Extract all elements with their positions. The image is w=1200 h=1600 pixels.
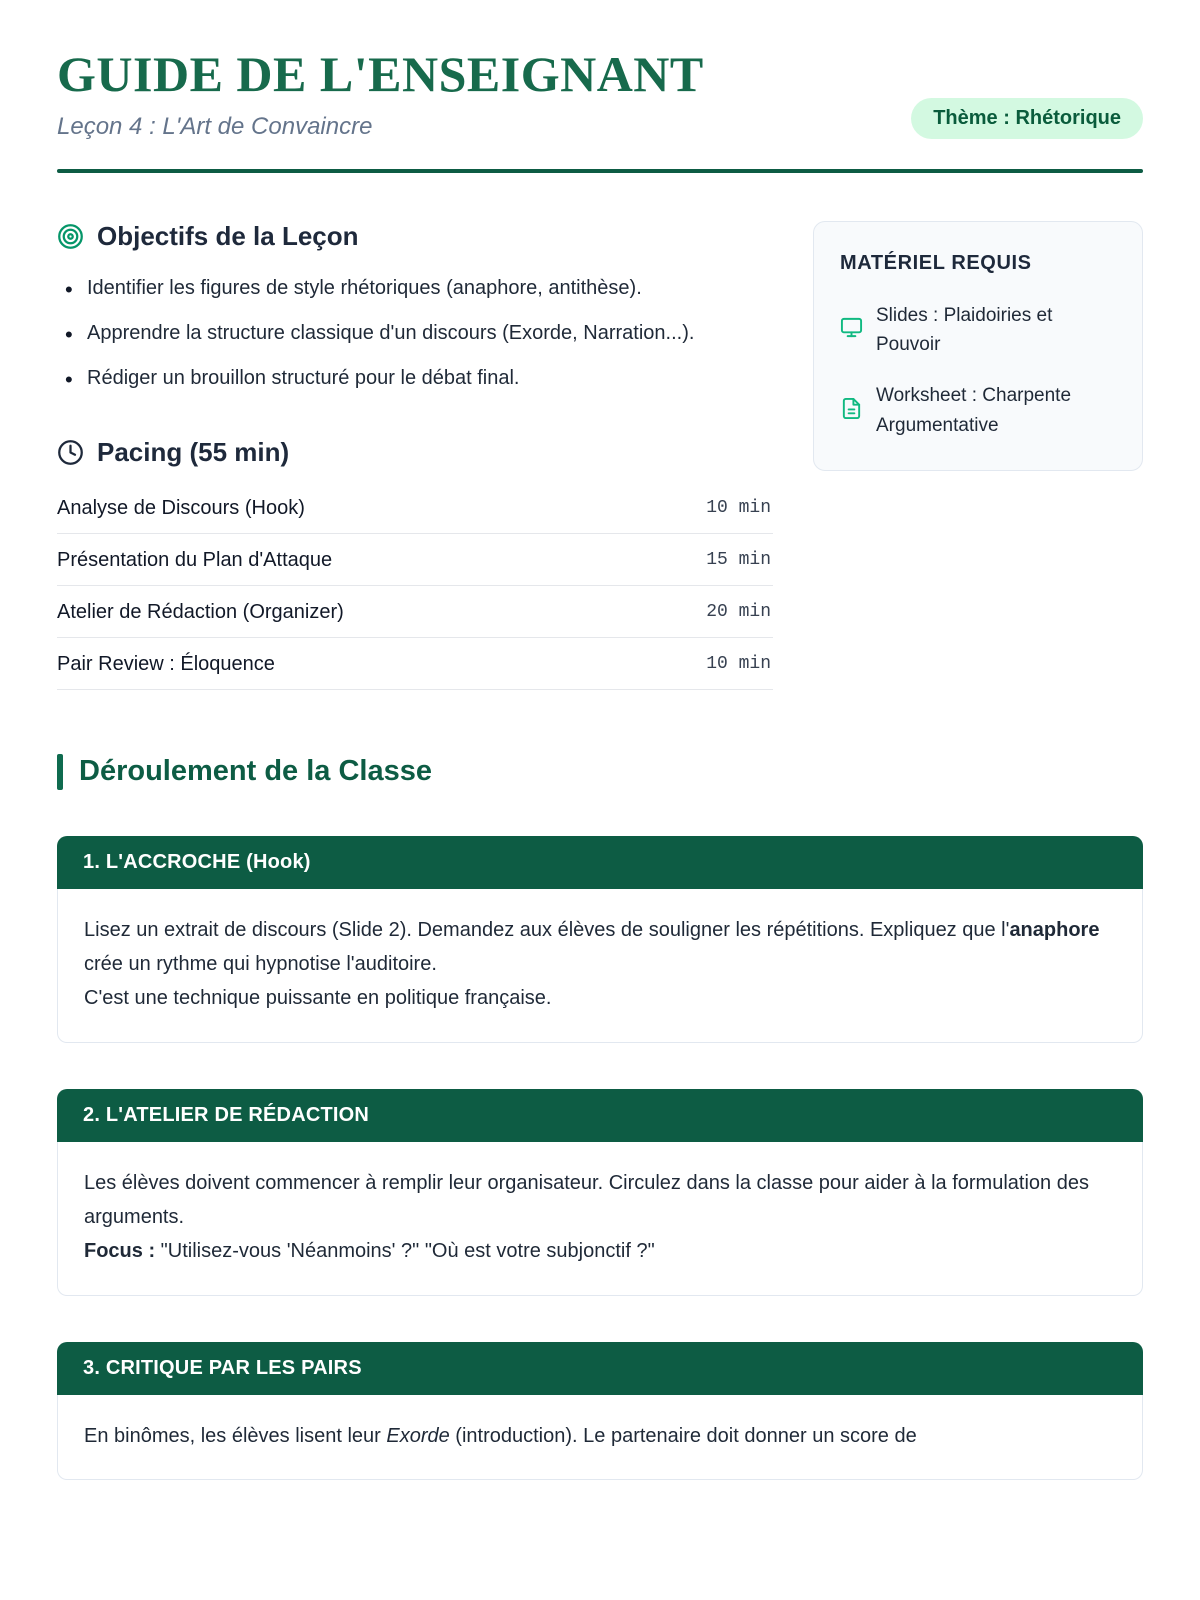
pacing-table	[57, 482, 773, 690]
activity-card-2	[57, 1089, 1143, 1296]
activity-card-1	[57, 836, 1143, 1043]
page-header	[57, 48, 1143, 141]
header-divider	[57, 169, 1143, 173]
activity-card-body	[57, 1142, 1143, 1296]
card-paragraph	[84, 1419, 1116, 1453]
title-block	[57, 48, 704, 141]
bold-text-run: Focus :	[84, 1240, 156, 1263]
card-paragraph: Les élèves doivent commencer à remplir leur organisateur. Circulez dans la classe pour aider à la formulation des arguments.	[84, 1171, 1089, 1229]
clock-icon	[57, 439, 84, 466]
pacing-section	[57, 437, 773, 690]
left-column	[57, 221, 773, 690]
text-run: (introduction). Le partenaire doit donner un score de	[449, 1424, 917, 1447]
activity-card-title: 3. CRITIQUE PAR LES PAIRS	[57, 1342, 1143, 1395]
text-run: crée un rythme qui hypnotise l'auditoire.	[84, 952, 437, 975]
file-icon	[840, 397, 863, 425]
target-icon	[57, 223, 84, 250]
materials-card	[813, 221, 1143, 472]
material-item	[840, 301, 1116, 360]
text-run: Lisez un extrait de discours (Slide 2). Demandez aux élèves de souligner les répétitions. Expliquez que l'	[84, 918, 1010, 941]
pacing-row	[57, 482, 773, 534]
page-title: GUIDE DE L'ENSEIGNANT	[57, 46, 704, 102]
pacing-duration: 10 min	[706, 498, 771, 518]
text-run: En binômes, les élèves lisent leur	[84, 1424, 387, 1447]
pacing-row	[57, 638, 773, 690]
flow-heading	[57, 754, 1143, 790]
pacing-activity-label: Atelier de Rédaction (Organizer)	[57, 600, 344, 623]
objectives-heading	[57, 221, 773, 252]
pacing-row	[57, 534, 773, 586]
activity-card-body	[57, 1395, 1143, 1480]
pacing-activity-label: Présentation du Plan d'Attaque	[57, 548, 333, 571]
monitor-icon	[840, 316, 863, 344]
activity-card-title: 1. L'ACCROCHE (Hook)	[57, 836, 1143, 889]
pacing-activity-label: Analyse de Discours (Hook)	[57, 496, 305, 519]
flow-heading-accent-bar	[57, 754, 63, 790]
pacing-duration: 20 min	[706, 602, 771, 622]
flow-heading-label: Déroulement de la Classe	[79, 755, 432, 787]
pacing-row	[57, 586, 773, 638]
pacing-activity-label: Pair Review : Éloquence	[57, 652, 275, 675]
activity-card-3	[57, 1342, 1143, 1480]
pacing-heading	[57, 437, 773, 468]
objective-item: • Identifier les figures de style rhétoriques (anaphore, antithèse).	[57, 274, 773, 303]
objectives-list	[57, 274, 773, 393]
activity-card-title: 2. L'ATELIER DE RÉDACTION	[57, 1089, 1143, 1142]
italic-text-run: Exorde	[386, 1424, 450, 1447]
card-paragraph: C'est une technique puissante en politique française.	[84, 987, 552, 1010]
material-label: Worksheet : Charpente Argumentative	[876, 385, 1072, 436]
material-label: Slides : Plaidoiries et Pouvoir	[876, 304, 1053, 355]
pacing-heading-label: Pacing (55 min)	[97, 436, 290, 467]
text-run: "Utilisez-vous 'Néanmoins' ?" "Où est votre subjonctif ?"	[155, 1240, 655, 1263]
pacing-duration: 15 min	[706, 550, 771, 570]
material-item	[840, 381, 1116, 440]
bold-text-run: anaphore	[1009, 918, 1100, 941]
objectives-heading-label: Objectifs de la Leçon	[97, 220, 359, 251]
card-paragraph	[84, 913, 1116, 982]
objective-item: • Apprendre la structure classique d'un discours (Exorde, Narration...).	[57, 319, 773, 348]
theme-badge: Thème : Rhétorique	[911, 98, 1143, 139]
main-content	[57, 221, 1143, 690]
activity-card-body	[57, 889, 1143, 1043]
objective-item: • Rédiger un brouillon structuré pour le débat final.	[57, 364, 773, 393]
card-paragraph	[84, 1234, 1116, 1268]
page-subtitle: Leçon 4 : L'Art de Convaincre	[57, 112, 373, 140]
right-column	[813, 221, 1143, 690]
materials-heading: MATÉRIEL REQUIS	[840, 251, 1032, 274]
pacing-duration: 10 min	[706, 654, 771, 674]
